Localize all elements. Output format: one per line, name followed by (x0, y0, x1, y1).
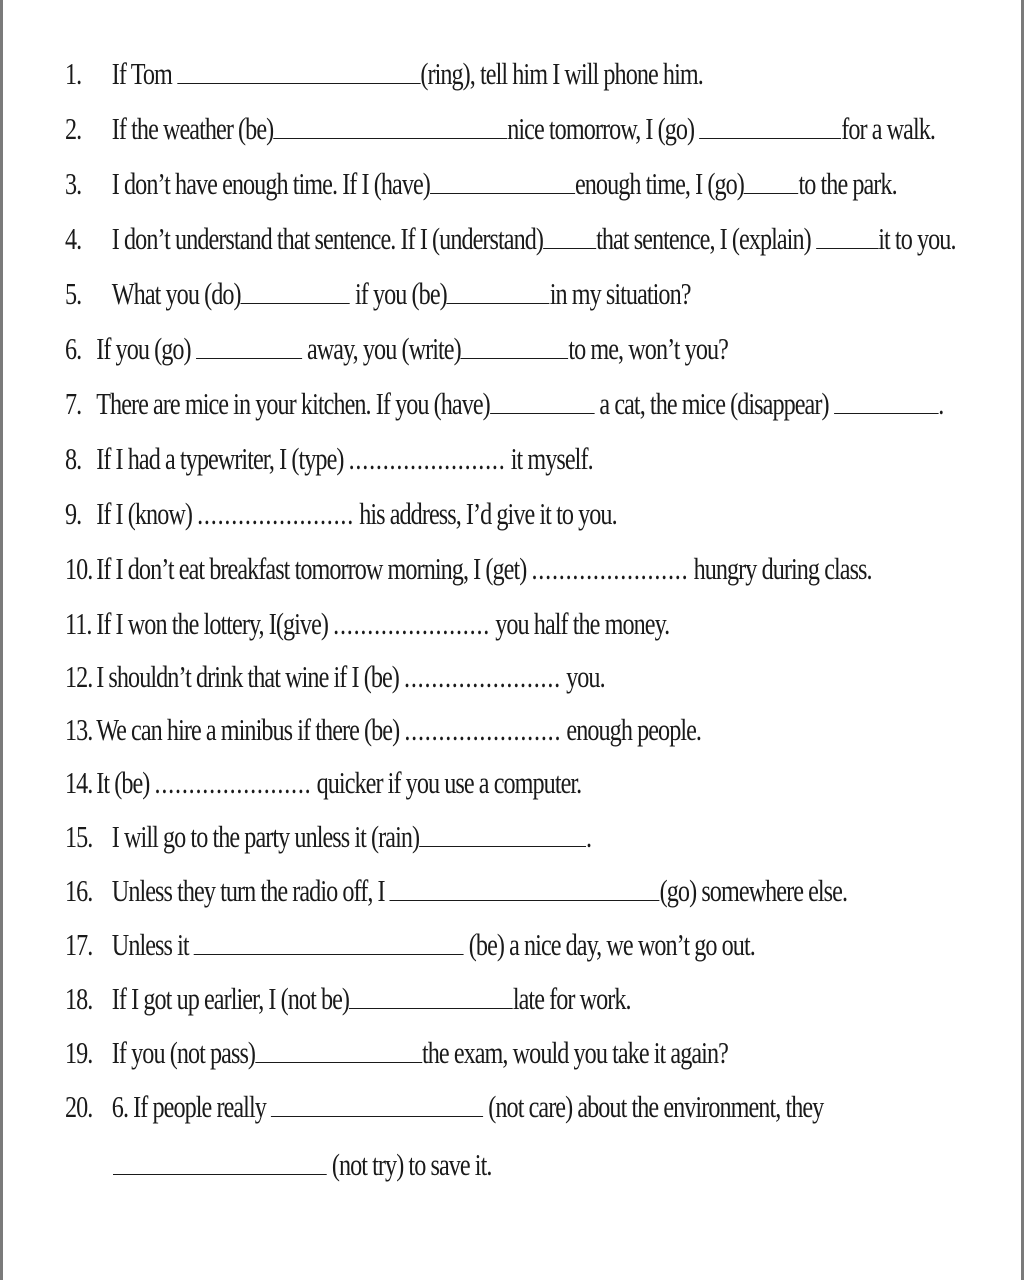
answer-blank[interactable] (419, 822, 586, 847)
exercise-number: 14. (65, 765, 93, 800)
exercise-text: If you (go) (96, 331, 191, 366)
answer-dots[interactable]: ....................... (197, 496, 355, 531)
exercise-text: Unless it (111, 927, 189, 962)
exercise-text: If I got up earlier, I (not be) (111, 981, 350, 1016)
exercise-number: 19. (65, 1035, 93, 1070)
exercise-20-continuation (113, 1148, 491, 1182)
exercise-19 (65, 1036, 728, 1070)
answer-blank[interactable] (699, 114, 841, 139)
exercise-14 (65, 766, 581, 800)
exercise-5 (65, 277, 691, 311)
exercise-text: If Tom (111, 56, 172, 91)
exercise-number: 1. (65, 56, 82, 91)
exercise-number: 11. (65, 606, 92, 641)
exercise-text: I will go to the party unless it (rain) (111, 819, 420, 854)
exercise-text: If I (know) (96, 496, 192, 531)
exercise-text: . (938, 386, 944, 421)
answer-dots[interactable]: ....................... (531, 551, 689, 586)
exercise-text: the exam, would you take it again? (421, 1035, 728, 1070)
exercise-text: his address, I’d give it to you. (359, 496, 617, 531)
exercise-text: enough people. (566, 712, 702, 747)
answer-dots[interactable]: ....................... (333, 606, 491, 641)
exercise-number: 10. (65, 551, 93, 586)
exercise-8 (65, 442, 593, 476)
exercise-text: If you (not pass) (111, 1035, 256, 1070)
answer-blank[interactable] (390, 876, 660, 901)
exercise-text: it myself. (510, 441, 593, 476)
answer-blank[interactable] (113, 1150, 327, 1175)
exercise-text: I shouldn’t drink that wine if I (be) (96, 659, 399, 694)
exercise-text: it to you. (878, 221, 956, 256)
exercise-text: (not try) to save it. (331, 1147, 492, 1182)
exercise-number: 20. (65, 1089, 93, 1124)
exercise-text: 6. If people really (111, 1089, 266, 1124)
exercise-3 (65, 167, 897, 201)
exercise-1 (65, 57, 703, 91)
exercise-17 (65, 928, 755, 962)
answer-blank[interactable] (273, 114, 507, 139)
exercise-number: 8. (65, 441, 82, 476)
exercise-12 (65, 660, 605, 694)
exercise-number: 9. (65, 496, 82, 531)
exercise-16 (65, 874, 847, 908)
exercise-10 (65, 552, 872, 586)
exercise-text: Unless they turn the radio off, I (111, 873, 385, 908)
exercise-text: you half the money. (495, 606, 670, 641)
exercise-text: away, you (write) (306, 331, 461, 366)
exercise-text: to the park. (798, 166, 897, 201)
answer-blank[interactable] (816, 224, 878, 249)
exercise-number: 5. (65, 276, 82, 311)
exercise-9 (65, 497, 617, 531)
exercise-text: If the weather (be) (111, 111, 274, 146)
exercise-text: What you (do) (111, 276, 241, 311)
exercise-text: hungry during class. (693, 551, 872, 586)
exercise-text: nice tomorrow, I (go) (507, 111, 695, 146)
answer-dots[interactable]: ....................... (154, 765, 312, 800)
exercise-text: late for work. (512, 981, 631, 1016)
answer-blank[interactable] (196, 334, 302, 359)
answer-blank[interactable] (744, 169, 799, 194)
exercise-number: 18. (65, 981, 93, 1016)
answer-blank[interactable] (430, 169, 575, 194)
exercise-2 (65, 112, 935, 146)
answer-blank[interactable] (543, 224, 596, 249)
exercise-text: . (586, 819, 592, 854)
exercise-20 (65, 1090, 823, 1124)
answer-blank[interactable] (461, 334, 569, 359)
exercise-text: quicker if you use a computer. (316, 765, 582, 800)
exercise-number: 16. (65, 873, 93, 908)
exercise-13 (65, 713, 701, 747)
exercise-6 (65, 332, 728, 366)
exercise-text: (go) somewhere else. (659, 873, 848, 908)
exercise-text: There are mice in your kitchen. If you (have) (96, 386, 490, 421)
exercise-text: you. (566, 659, 605, 694)
answer-dots[interactable]: ....................... (404, 712, 562, 747)
exercise-text: If I don’t eat breakfast tomorrow morning, I (get) (96, 551, 527, 586)
answer-blank[interactable] (349, 984, 513, 1009)
exercise-text: If I won the lottery, I(give) (96, 606, 329, 641)
exercise-text: if you (be) (354, 276, 447, 311)
answer-blank[interactable] (490, 389, 595, 414)
exercise-number: 13. (65, 712, 93, 747)
exercise-text: in my situation? (549, 276, 691, 311)
exercise-text: We can hire a minibus if there (be) (96, 712, 400, 747)
exercise-text: (be) a nice day, we won’t go out. (468, 927, 755, 962)
exercise-15 (65, 820, 591, 854)
exercise-number: 17. (65, 927, 93, 962)
exercise-number: 3. (65, 166, 82, 201)
exercise-18 (65, 982, 631, 1016)
exercise-text: enough time, I (go) (574, 166, 744, 201)
exercise-text: (ring), tell him I will phone him. (420, 56, 703, 91)
answer-blank[interactable] (177, 59, 420, 84)
exercise-text: (not care) about the environment, they (488, 1089, 824, 1124)
exercise-4 (65, 222, 956, 256)
answer-blank[interactable] (194, 930, 464, 955)
exercise-text: a cat, the mice (disappear) (599, 386, 829, 421)
exercise-text: for a walk. (841, 111, 936, 146)
exercise-number: 2. (65, 111, 82, 146)
answer-blank[interactable] (241, 279, 350, 304)
exercise-number: 7. (65, 386, 82, 421)
exercise-number: 15. (65, 819, 93, 854)
answer-blank[interactable] (834, 389, 939, 414)
exercise-number: 4. (65, 221, 82, 256)
answer-blank[interactable] (447, 279, 550, 304)
exercise-text: It (be) (96, 765, 150, 800)
exercise-text: I don’t have enough time. If I (have) (111, 166, 430, 201)
exercise-number: 12. (65, 659, 93, 694)
exercise-text: If I had a typewriter, I (type) (96, 441, 344, 476)
exercise-number: 6. (65, 331, 82, 366)
exercise-11 (65, 607, 669, 641)
answer-blank[interactable] (255, 1038, 422, 1063)
exercise-text: I don’t understand that sentence. If I (understand) (111, 221, 544, 256)
exercise-text: that sentence, I (explain) (596, 221, 811, 256)
exercise-7 (65, 387, 943, 421)
answer-dots[interactable]: ....................... (404, 659, 561, 694)
exercise-text: to me, won’t you? (568, 331, 728, 366)
answer-blank[interactable] (271, 1092, 483, 1117)
answer-dots[interactable]: ....................... (348, 441, 506, 476)
